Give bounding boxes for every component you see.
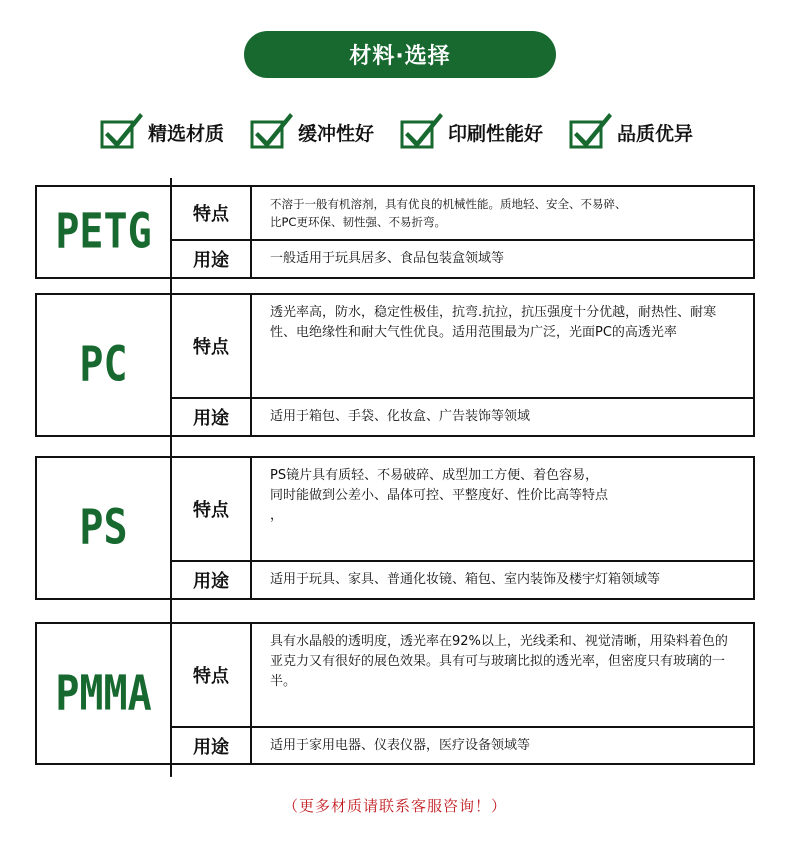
feature-item [250, 110, 374, 155]
material-table-pc [35, 293, 755, 437]
material-table-pmma [35, 622, 755, 765]
feature-label: 印刷性能好 [448, 123, 544, 145]
section-title: 材料·选择 [244, 31, 556, 78]
material-name: PS [37, 444, 172, 612]
feature-label: 品质优异 [617, 123, 694, 145]
checkbox-check-icon [100, 110, 144, 155]
feature-label: 缓冲性好 [298, 123, 375, 145]
material-table-petg [35, 185, 755, 279]
usage-label: 用途 [172, 241, 252, 277]
usage-label: 用途 [172, 562, 252, 598]
features-text: 透光率高，防水，稳定性极佳，抗弯.抗拉，抗压强度十分优越，耐热性、耐寒性、电绝缘性和耐大气性优良。适用范围最为广泛，光面PC的高透光率 [252, 295, 753, 399]
material-name: PC [37, 281, 172, 449]
material-name: PMMA [37, 610, 172, 777]
features-text: 不溶于一般有机溶剂，具有优良的机械性能。质地轻、安全、不易碎、 比PC更环保、韧性强、不易折弯。 [252, 187, 753, 241]
feature-item [100, 110, 224, 155]
features-label: 特点 [172, 624, 252, 728]
usage-text: 适用于玩具、家具、普通化妆镜、箱包、室内装饰及楼宇灯箱领域等 [270, 572, 661, 587]
checkbox-check-icon [400, 110, 444, 155]
material-table-ps [35, 456, 755, 600]
feature-item [400, 110, 543, 155]
features-text: PS镜片具有质轻、不易破碎、成型加工方便、着色容易， 同时能做到公差小、晶体可控、平整度好、性价比高等特点 ， [252, 458, 753, 562]
usage-label: 用途 [172, 399, 252, 435]
feature-item [569, 110, 693, 155]
footer-note: （更多材质请联系客服咨询！） [282, 797, 507, 815]
usage-text: 适用于家用电器、仪表仪器，医疗设备领域等 [270, 737, 531, 753]
features-label: 特点 [172, 458, 252, 562]
checkbox-check-icon [250, 110, 294, 155]
checkbox-check-icon [569, 110, 613, 155]
features-text: 具有水晶般的透明度，透光率在92%以上，光线柔和、视觉清晰，用染料着色的亚克力又有很好的展色效果。具有可与玻璃比拟的透光率，但密度只有玻璃的一半。 [252, 624, 753, 728]
features-label: 特点 [172, 295, 252, 399]
usage-text: 一般适用于玩具居多、食品包装盒领域等 [270, 251, 505, 266]
material-name: PETG [37, 178, 172, 286]
feature-list [100, 110, 719, 155]
feature-label: 精选材质 [148, 123, 225, 145]
usage-text: 适用于箱包、手袋、化妆盒、广告装饰等领域 [270, 409, 531, 424]
usage-label: 用途 [172, 728, 252, 763]
features-label: 特点 [172, 187, 252, 241]
